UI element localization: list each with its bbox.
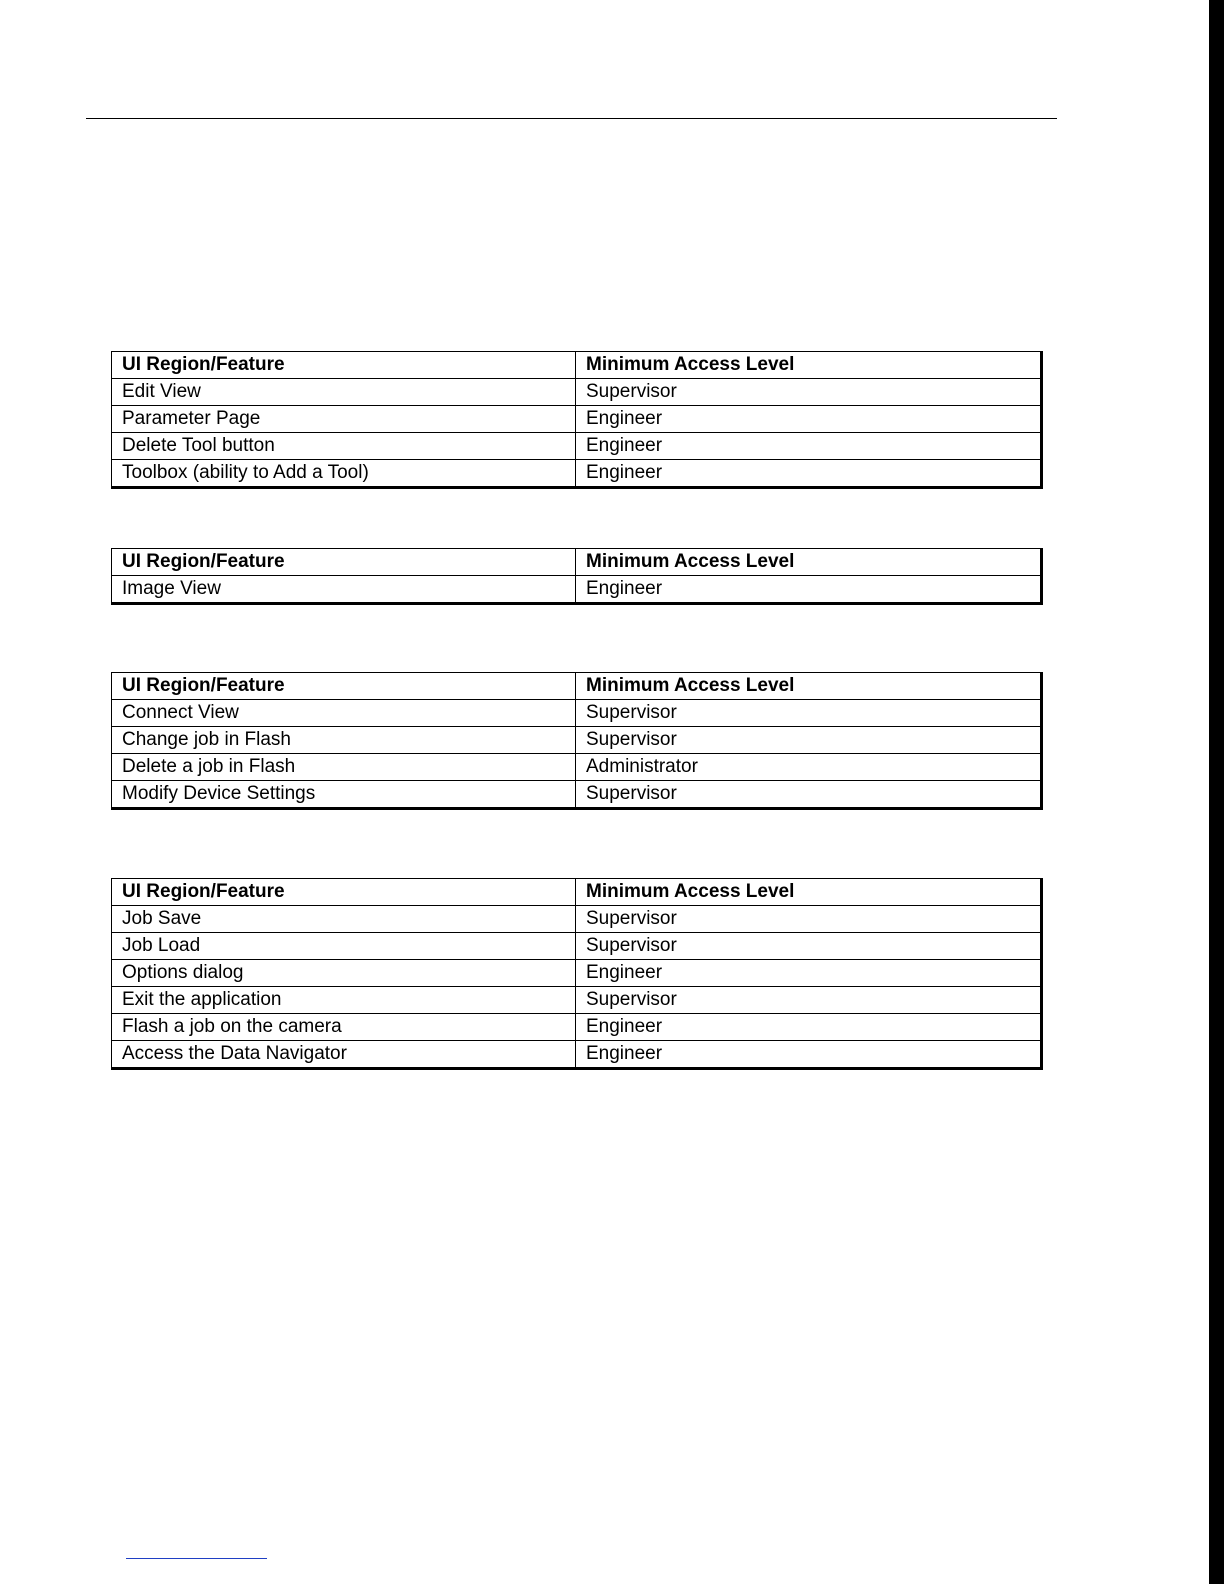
table-header-row — [112, 549, 1042, 576]
access-table — [111, 878, 1043, 1070]
table-header-row — [112, 352, 1042, 379]
feature-cell: Connect View — [112, 700, 576, 727]
access-table-image — [111, 548, 1041, 605]
feature-cell: Parameter Page — [112, 406, 576, 433]
table-row — [112, 460, 1042, 488]
column-header-access-level: Minimum Access Level — [576, 549, 1042, 576]
access-level-cell: Engineer — [576, 1041, 1042, 1069]
table-row — [112, 987, 1042, 1014]
feature-cell: Image View — [112, 576, 576, 604]
access-level-cell: Engineer — [576, 433, 1042, 460]
table-row — [112, 1014, 1042, 1041]
column-header-feature: UI Region/Feature — [112, 352, 576, 379]
access-table-connect — [111, 672, 1041, 810]
feature-cell: Job Save — [112, 906, 576, 933]
access-level-cell: Administrator — [576, 754, 1042, 781]
footer-link-underline — [126, 1558, 267, 1559]
access-table — [111, 351, 1043, 489]
feature-cell: Toolbox (ability to Add a Tool) — [112, 460, 576, 488]
feature-cell: Access the Data Navigator — [112, 1041, 576, 1069]
access-level-cell: Engineer — [576, 1014, 1042, 1041]
feature-cell: Modify Device Settings — [112, 781, 576, 809]
table-row — [112, 379, 1042, 406]
access-level-cell: Supervisor — [576, 379, 1042, 406]
access-level-cell: Engineer — [576, 960, 1042, 987]
table-row — [112, 754, 1042, 781]
access-level-cell: Supervisor — [576, 933, 1042, 960]
header-rule — [86, 118, 1057, 119]
table-row — [112, 700, 1042, 727]
feature-cell: Change job in Flash — [112, 727, 576, 754]
feature-cell: Exit the application — [112, 987, 576, 1014]
access-level-cell: Supervisor — [576, 987, 1042, 1014]
table-row — [112, 960, 1042, 987]
table-row — [112, 406, 1042, 433]
feature-cell: Delete Tool button — [112, 433, 576, 460]
table-row — [112, 906, 1042, 933]
table-row — [112, 727, 1042, 754]
access-level-cell: Engineer — [576, 576, 1042, 604]
access-level-cell: Supervisor — [576, 781, 1042, 809]
table-header-row — [112, 673, 1042, 700]
access-level-cell: Engineer — [576, 460, 1042, 488]
feature-cell: Job Load — [112, 933, 576, 960]
page-edge-bar — [1209, 0, 1224, 1584]
column-header-access-level: Minimum Access Level — [576, 673, 1042, 700]
table-row — [112, 933, 1042, 960]
table-row — [112, 1041, 1042, 1069]
table-row — [112, 781, 1042, 809]
column-header-feature: UI Region/Feature — [112, 549, 576, 576]
feature-cell: Flash a job on the camera — [112, 1014, 576, 1041]
access-table — [111, 672, 1043, 810]
column-header-access-level: Minimum Access Level — [576, 352, 1042, 379]
access-level-cell: Supervisor — [576, 906, 1042, 933]
feature-cell: Options dialog — [112, 960, 576, 987]
access-table-job — [111, 878, 1041, 1070]
table-row — [112, 433, 1042, 460]
access-level-cell: Supervisor — [576, 727, 1042, 754]
access-table-edit — [111, 351, 1041, 489]
table-header-row — [112, 879, 1042, 906]
access-level-cell: Supervisor — [576, 700, 1042, 727]
table-row — [112, 576, 1042, 604]
access-level-cell: Engineer — [576, 406, 1042, 433]
column-header-access-level: Minimum Access Level — [576, 879, 1042, 906]
access-table — [111, 548, 1043, 605]
column-header-feature: UI Region/Feature — [112, 879, 576, 906]
column-header-feature: UI Region/Feature — [112, 673, 576, 700]
feature-cell: Edit View — [112, 379, 576, 406]
feature-cell: Delete a job in Flash — [112, 754, 576, 781]
